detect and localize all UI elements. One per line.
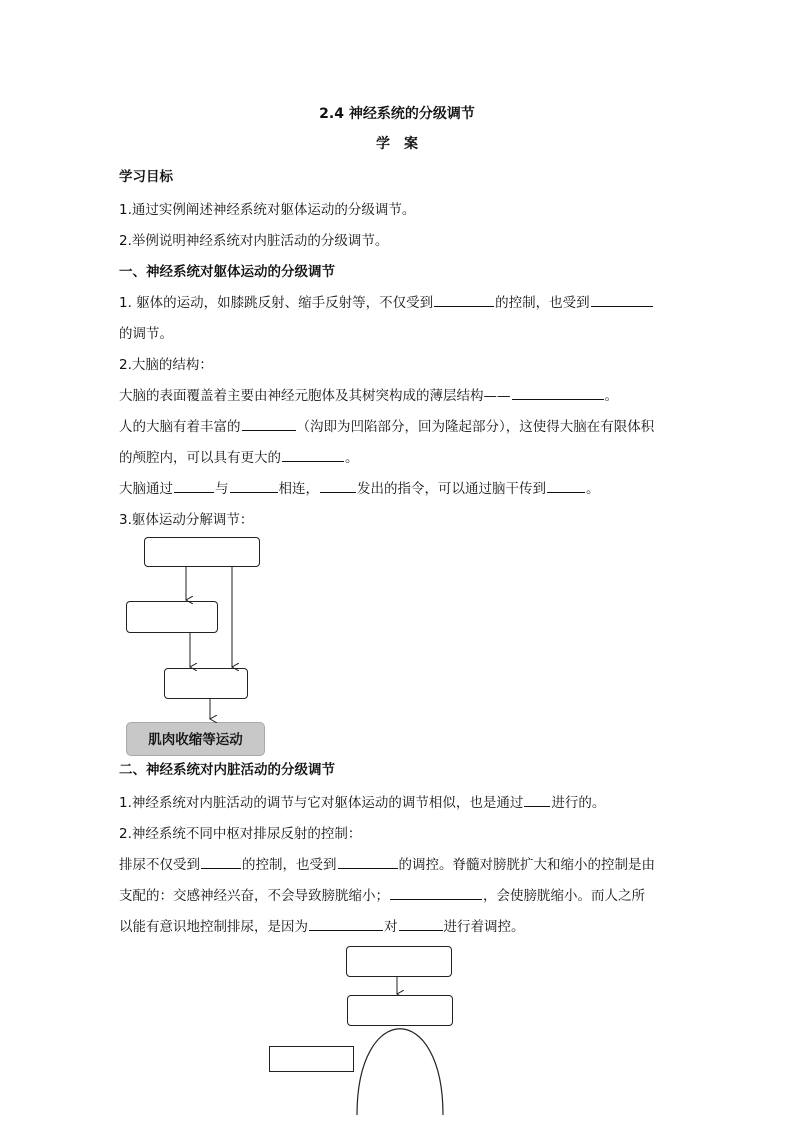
section1-heading: 一、神经系统对躯体运动的分级调节 — [119, 264, 335, 280]
s1-question-1-cont: 的调节。 — [119, 326, 173, 342]
section2-heading: 二、神经系统对内脏活动的分级调节 — [119, 762, 335, 778]
diagram2-box-left[interactable] — [269, 1046, 354, 1072]
s2-text: 进行着调控。 — [443, 919, 525, 935]
s1-q1-text-a: 1. 躯体的运动，如膝跳反射、缩手反射等，不仅受到 — [119, 295, 434, 311]
answer-blank[interactable] — [338, 854, 398, 869]
s2-q1-text: 1.神经系统对内脏活动的调节与它对躯体运动的调节相似，也是通过 — [119, 795, 524, 811]
s1-q2-text: 。 — [586, 481, 600, 497]
s2-question-1 — [119, 791, 605, 811]
s1-q2-text: 大脑通过 — [119, 481, 173, 497]
answer-blank[interactable] — [309, 916, 383, 931]
s1-q2-text: 相连， — [278, 481, 319, 497]
s2-text: 排尿不仅受到 — [119, 857, 200, 873]
s1-q2-text: 与 — [215, 481, 229, 497]
s2-text: 对 — [384, 919, 398, 935]
s2-paragraph-line-3 — [119, 915, 525, 935]
objective-2: 2.举例说明神经系统对内脏活动的分级调节。 — [119, 233, 389, 249]
s1-q1-text-b: 的控制，也受到 — [495, 295, 590, 311]
s2-text: 支配的：交感神经兴奋，不会导致膀胱缩小； — [119, 888, 389, 904]
s1-q2-title: 2.大脑的结构： — [119, 357, 213, 373]
s2-paragraph-line-1 — [119, 853, 655, 873]
s2-text: ，会使膀胱缩小。而人之所 — [483, 888, 645, 904]
s1-q2-text: 大脑的表面覆盖着主要由神经元胞体及其树突构成的薄层结构—— — [119, 388, 511, 404]
s1-q3-title: 3.躯体运动分解调节： — [119, 512, 254, 528]
objectives-heading: 学习目标 — [119, 169, 173, 185]
s1-q2-text: 。 — [604, 388, 618, 404]
s1-q2-text: 的颅腔内，可以具有更大的 — [119, 450, 281, 466]
s1-q2-text: 人的大脑有着丰富的 — [119, 419, 241, 435]
objective-1: 1.通过实例阐述神经系统对躯体运动的分级调节。 — [119, 202, 416, 218]
diagram2-box-top[interactable] — [346, 946, 452, 977]
s1-q2-text: 发出的指令，可以通过脑干传到 — [357, 481, 546, 497]
s2-paragraph-line-2 — [119, 884, 645, 904]
s1-q2-text: 。 — [345, 450, 359, 466]
answer-blank[interactable] — [399, 916, 443, 931]
s2-text: 的调控。脊髓对膀胱扩大和缩小的控制是由 — [398, 857, 655, 873]
s2-text: 以能有意识地控制排尿，是因为 — [119, 919, 308, 935]
s2-text: 的控制，也受到 — [242, 857, 337, 873]
diagram2-box-second[interactable] — [347, 995, 453, 1026]
answer-blank[interactable] — [524, 792, 550, 807]
s1-q2-text: （沟即为凹陷部分，回为隆起部分），这使得大脑在有限体积 — [296, 419, 655, 435]
bladder-arch-shape — [357, 1029, 443, 1115]
page-subtitle: 学 案 — [376, 136, 418, 152]
s2-q2-title: 2.神经系统不同中枢对排尿反射的控制： — [119, 826, 362, 842]
answer-blank[interactable] — [390, 885, 482, 900]
answer-blank[interactable] — [201, 854, 241, 869]
muscle-contraction-box: 肌肉收缩等运动 — [126, 722, 265, 756]
page-title: 2.4 神经系统的分级调节 — [319, 106, 475, 122]
s2-q1-text: 进行的。 — [551, 795, 606, 811]
